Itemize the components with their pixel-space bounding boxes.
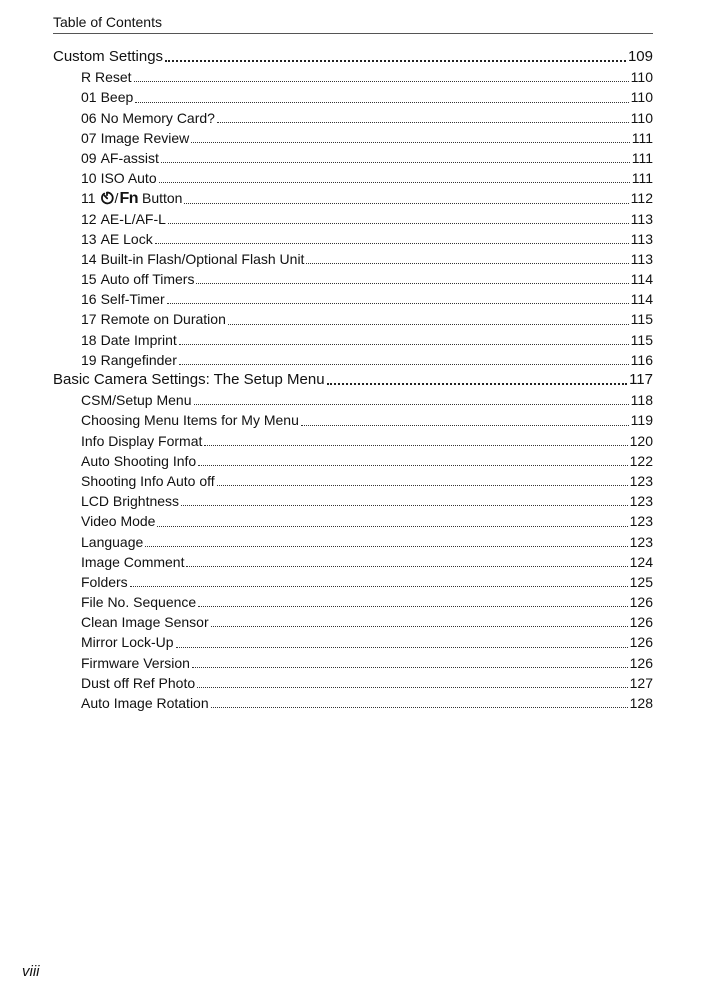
toc-entry-label — [81, 572, 128, 592]
toc-entry-text: Basic Camera Settings: The Setup Menu — [53, 371, 325, 388]
dot-leader — [181, 504, 628, 506]
glyph-separator: / — [114, 190, 119, 207]
dot-leader — [306, 262, 628, 264]
toc-entry-label — [81, 269, 194, 289]
toc-entry[interactable] — [53, 451, 653, 471]
dot-leader — [194, 403, 629, 405]
toc-page-number: 115 — [630, 311, 653, 328]
toc-entry-text: Shooting Info Auto off — [81, 472, 215, 489]
toc-entry[interactable] — [53, 289, 653, 309]
toc-entry-label — [81, 289, 165, 309]
dot-leader — [165, 59, 626, 62]
toc-entry-label — [81, 511, 155, 531]
dot-leader — [134, 80, 629, 82]
self-timer-icon — [100, 191, 114, 205]
toc-entry-text: R Reset — [81, 69, 132, 86]
dot-leader — [327, 382, 628, 385]
toc-entry-number: 17 — [81, 311, 97, 328]
toc-entry-text: AF-assist — [100, 149, 159, 166]
toc-entry[interactable] — [53, 552, 653, 572]
dot-leader — [168, 222, 629, 224]
toc-entry-label — [81, 491, 179, 511]
toc-entry-text: Clean Image Sensor — [81, 614, 209, 631]
toc-entry-text: Auto Image Rotation — [81, 695, 209, 711]
toc-entry[interactable] — [53, 188, 653, 208]
toc-entry-text: Folders — [81, 573, 128, 590]
toc-page-number: 126 — [629, 614, 653, 631]
toc-entry[interactable] — [53, 653, 653, 673]
toc-entry-label — [81, 209, 166, 229]
toc-page-number: 113 — [630, 230, 653, 247]
toc-entry-text: Info Display Format — [81, 432, 203, 449]
toc-entry-label — [81, 693, 209, 713]
toc-entry-text: Auto off Timers — [100, 271, 195, 288]
toc-page-number: 113 — [630, 250, 653, 267]
toc-entry[interactable] — [53, 410, 653, 430]
toc-entry-text: Custom Settings — [53, 48, 164, 65]
toc-section-entry[interactable] — [53, 370, 653, 390]
toc-page-number: 110 — [630, 69, 653, 86]
toc-entry-text: File No. Sequence — [81, 594, 197, 611]
toc-entry-label — [81, 390, 192, 410]
toc-entry-text: Image Review — [100, 129, 190, 146]
toc-page-number: 126 — [629, 654, 653, 671]
dot-leader — [157, 525, 627, 527]
toc-page-number: 118 — [630, 392, 653, 409]
toc-page-number: 116 — [630, 351, 653, 368]
toc-entry-text: No Memory Card? — [100, 109, 215, 126]
toc-entry-label — [81, 451, 196, 471]
toc-entry[interactable] — [53, 350, 653, 370]
toc-entry[interactable] — [53, 592, 653, 612]
toc-page-number: 111 — [631, 170, 653, 187]
toc-entry-label — [53, 370, 325, 390]
dot-leader — [155, 242, 629, 244]
toc-page-number: 123 — [629, 472, 653, 489]
dot-leader — [204, 444, 627, 446]
toc-page-number: 123 — [629, 513, 653, 530]
toc-entry-text: AE Lock — [100, 230, 153, 247]
toc-page-number: 114 — [630, 291, 653, 308]
toc-entry-label — [81, 632, 174, 652]
dot-leader — [198, 464, 627, 466]
toc-entry[interactable] — [53, 390, 653, 410]
page-header — [53, 14, 653, 34]
toc-page-number: 119 — [630, 412, 653, 429]
toc-section-entry[interactable] — [53, 47, 653, 67]
toc-entry-number: 12 — [81, 210, 97, 227]
toc-entry-label — [81, 108, 215, 128]
toc-entry[interactable] — [53, 229, 653, 249]
toc-entry[interactable] — [53, 249, 653, 269]
toc-page-number: 123 — [629, 493, 653, 510]
toc-entry-text: LCD Brightness — [81, 493, 180, 510]
dot-leader — [192, 666, 628, 668]
dot-leader — [211, 625, 628, 627]
toc-entry[interactable] — [53, 673, 653, 693]
dot-leader — [228, 323, 629, 325]
toc-entry-label — [81, 612, 209, 632]
toc-entry-text: Firmware Version — [81, 654, 190, 671]
toc-entry-text: Language — [81, 533, 144, 550]
toc-entry-label — [81, 653, 190, 673]
toc-entry-number: 10 — [81, 170, 97, 187]
toc-entry[interactable] — [53, 471, 653, 491]
toc-page-number: 120 — [629, 432, 653, 449]
toc-entry-number: 07 — [81, 129, 97, 146]
toc-entry-label — [81, 309, 226, 329]
toc-entry[interactable] — [53, 148, 653, 168]
toc-entry[interactable] — [53, 612, 653, 632]
toc-entry[interactable] — [53, 309, 653, 329]
toc-entry-number: 11 — [81, 190, 96, 207]
dot-leader — [211, 706, 628, 708]
toc-page-number: 125 — [629, 573, 653, 590]
dot-leader — [167, 302, 629, 304]
dot-leader — [176, 646, 628, 648]
toc-page-number: 127 — [629, 674, 653, 691]
toc-entry[interactable] — [53, 632, 653, 652]
toc-entry-text: Remote on Duration — [100, 311, 226, 328]
toc-entry-label — [81, 673, 195, 693]
toc-page-number: 126 — [629, 594, 653, 611]
toc-entry-text: AE-L/AF-L — [100, 210, 166, 227]
toc-entry-number: 06 — [81, 109, 97, 126]
dot-leader — [130, 585, 628, 587]
toc-entry[interactable] — [53, 128, 653, 148]
toc-entry[interactable] — [53, 87, 653, 107]
dot-leader — [196, 282, 628, 284]
toc-entry[interactable] — [53, 491, 653, 511]
dot-leader — [184, 202, 628, 204]
toc-entry[interactable] — [53, 67, 653, 87]
toc-entry[interactable] — [53, 532, 653, 552]
toc-entry-label — [81, 148, 159, 168]
toc-entry-label — [81, 188, 182, 209]
toc-entry-label — [81, 471, 215, 491]
dot-leader — [161, 161, 630, 163]
fn-button-icon: Fn — [119, 190, 138, 208]
toc-entry-text: Button — [141, 190, 183, 207]
toc-entry-text: Date Imprint — [100, 331, 177, 348]
toc-entry-label — [81, 168, 157, 188]
toc-entry-label — [81, 249, 304, 269]
table-of-contents — [53, 47, 653, 713]
toc-entry[interactable] — [53, 572, 653, 592]
toc-entry-label — [81, 431, 202, 451]
toc-entry-label — [81, 552, 184, 572]
toc-entry-number: 16 — [81, 291, 97, 308]
toc-entry-text: CSM/Setup Menu — [81, 392, 192, 409]
toc-entry-text: ISO Auto — [100, 170, 157, 187]
toc-entry[interactable] — [53, 168, 653, 188]
toc-entry-text: Self-Timer — [100, 291, 165, 308]
toc-page-number: 124 — [629, 553, 653, 570]
toc-entry[interactable] — [53, 269, 653, 289]
toc-entry-text: Dust off Ref Photo — [81, 674, 196, 691]
toc-page-number: 110 — [630, 109, 653, 126]
dot-leader — [217, 121, 629, 123]
toc-page-number: 126 — [629, 634, 653, 651]
toc-entry[interactable] — [53, 693, 653, 713]
toc-entry-text: Rangefinder — [100, 351, 177, 368]
toc-page-number: 117 — [629, 371, 653, 388]
toc-entry-number: 14 — [81, 250, 97, 267]
toc-entry-label — [81, 330, 177, 350]
dot-leader — [197, 686, 628, 688]
dot-leader — [179, 363, 629, 365]
toc-entry-number: 13 — [81, 230, 97, 247]
toc-page-number: 110 — [630, 89, 653, 106]
toc-page-number: 122 — [629, 452, 653, 469]
toc-page-number: 114 — [630, 271, 653, 288]
toc-page-number: 111 — [631, 149, 653, 166]
toc-entry-label — [81, 67, 132, 87]
toc-entry-number: 15 — [81, 271, 97, 288]
toc-entry-number: 19 — [81, 351, 97, 368]
toc-entry-number: 18 — [81, 331, 97, 348]
toc-entry[interactable] — [53, 330, 653, 350]
page-number: viii — [22, 963, 40, 980]
toc-entry-text: Built-in Flash/Optional Flash Unit — [100, 250, 305, 267]
dot-leader — [135, 101, 628, 103]
toc-entry-text: Choosing Menu Items for My Menu — [81, 412, 299, 429]
toc-entry-label — [81, 128, 189, 148]
toc-entry-text: Mirror Lock-Up — [81, 634, 174, 651]
toc-page-number: 115 — [630, 331, 653, 348]
dot-leader — [191, 141, 629, 143]
toc-page-number: 113 — [630, 210, 653, 227]
toc-entry-text: Auto Shooting Info — [81, 452, 197, 469]
toc-entry-label — [53, 47, 163, 67]
toc-entry-text: Beep — [100, 89, 134, 106]
toc-entry-label — [81, 410, 299, 430]
toc-entry-text: Video Mode — [81, 513, 156, 530]
dot-leader — [145, 545, 627, 547]
toc-entry-label — [81, 532, 143, 552]
toc-entry[interactable] — [53, 209, 653, 229]
dot-leader — [179, 343, 629, 345]
toc-page-number: 112 — [630, 190, 653, 207]
toc-entry-label — [81, 592, 196, 612]
toc-entry-label — [81, 229, 153, 249]
toc-entry[interactable] — [53, 431, 653, 451]
toc-entry-number: 01 — [81, 89, 97, 106]
toc-page-number: 109 — [627, 48, 653, 65]
dot-leader — [217, 484, 628, 486]
toc-entry-text: Image Comment — [81, 553, 185, 570]
toc-page-number: 111 — [631, 129, 653, 146]
toc-entry-label — [81, 87, 133, 107]
toc-entry[interactable] — [53, 108, 653, 128]
toc-page-number: 128 — [629, 695, 653, 711]
dot-leader — [159, 181, 630, 183]
dot-leader — [198, 605, 627, 607]
dot-leader — [186, 565, 627, 567]
dot-leader — [301, 424, 629, 426]
header-title: Table of Contents — [53, 14, 162, 30]
toc-entry-label — [81, 350, 177, 370]
toc-entry-number: 09 — [81, 149, 97, 166]
toc-page-number: 123 — [629, 533, 653, 550]
toc-entry[interactable] — [53, 511, 653, 531]
